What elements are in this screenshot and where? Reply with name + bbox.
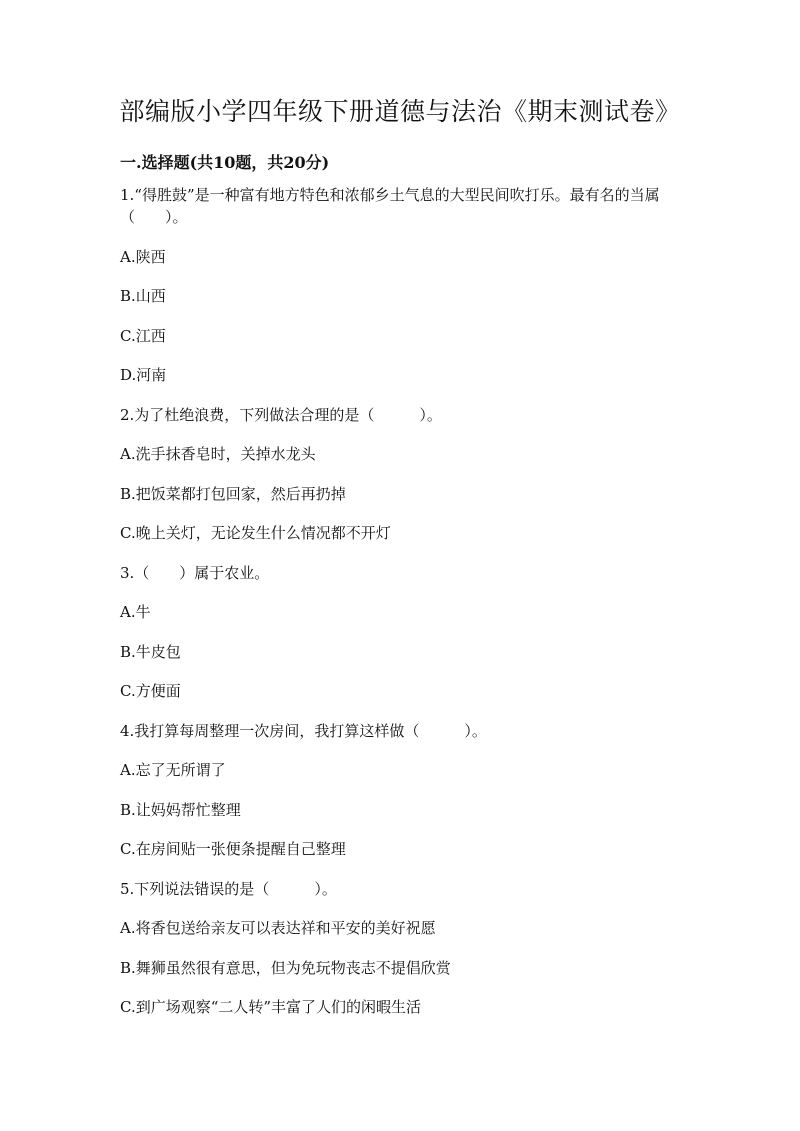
page-title: 部编版小学四年级下册道德与法治《期末测试卷》 [119,97,681,126]
question-item [120,878,680,1019]
option: D.河南 [120,366,167,384]
option: C.在房间贴一张便条提醒自己整理 [120,840,346,858]
option: C.方便面 [120,682,181,700]
option: C.到广场观察“二人转”丰富了人们的闲暇生活 [120,998,422,1016]
option: A.洗手抹香皂时，关掉水龙头 [120,445,316,463]
option: B.把饭菜都打包回家，然后再扔掉 [120,484,346,503]
question-item [120,720,680,861]
option: B.让妈妈帮忙整理 [120,800,241,819]
option: A.忘了无所谓了 [120,761,226,779]
question-stem: 2.为了杜绝浪费，下列做法合理的是（ ）。 [120,405,442,424]
option: A.牛 [120,603,151,621]
option: B.牛皮包 [120,642,181,661]
question-list [120,184,680,1036]
question-item [120,562,680,703]
question-item [120,184,680,386]
section-heading: 一.选择题(共10题，共20分) [120,153,330,172]
question-item [120,404,680,545]
option: C.江西 [120,326,166,345]
option: A.将香包送给亲友可以表达祥和平安的美好祝愿 [120,919,436,937]
question-stem: 3.（ ）属于农业。 [120,563,270,582]
option: C.晚上关灯，无论发生什么情况都不开灯 [120,524,391,542]
option: A.陕西 [120,247,166,266]
question-stem: 1.“得胜鼓”是一种富有地方特色和浓郁乡土气息的大型民间吹打乐。最有名的当属（ ）。 [120,186,660,226]
question-stem: 4.我打算每周整理一次房间，我打算这样做（ ）。 [120,721,487,740]
option: B.山西 [120,287,166,305]
option: B.舞狮虽然很有意思，但为免玩物丧志不提倡欣赏 [120,958,451,977]
question-stem: 5.下列说法错误的是（ ）。 [120,879,337,898]
